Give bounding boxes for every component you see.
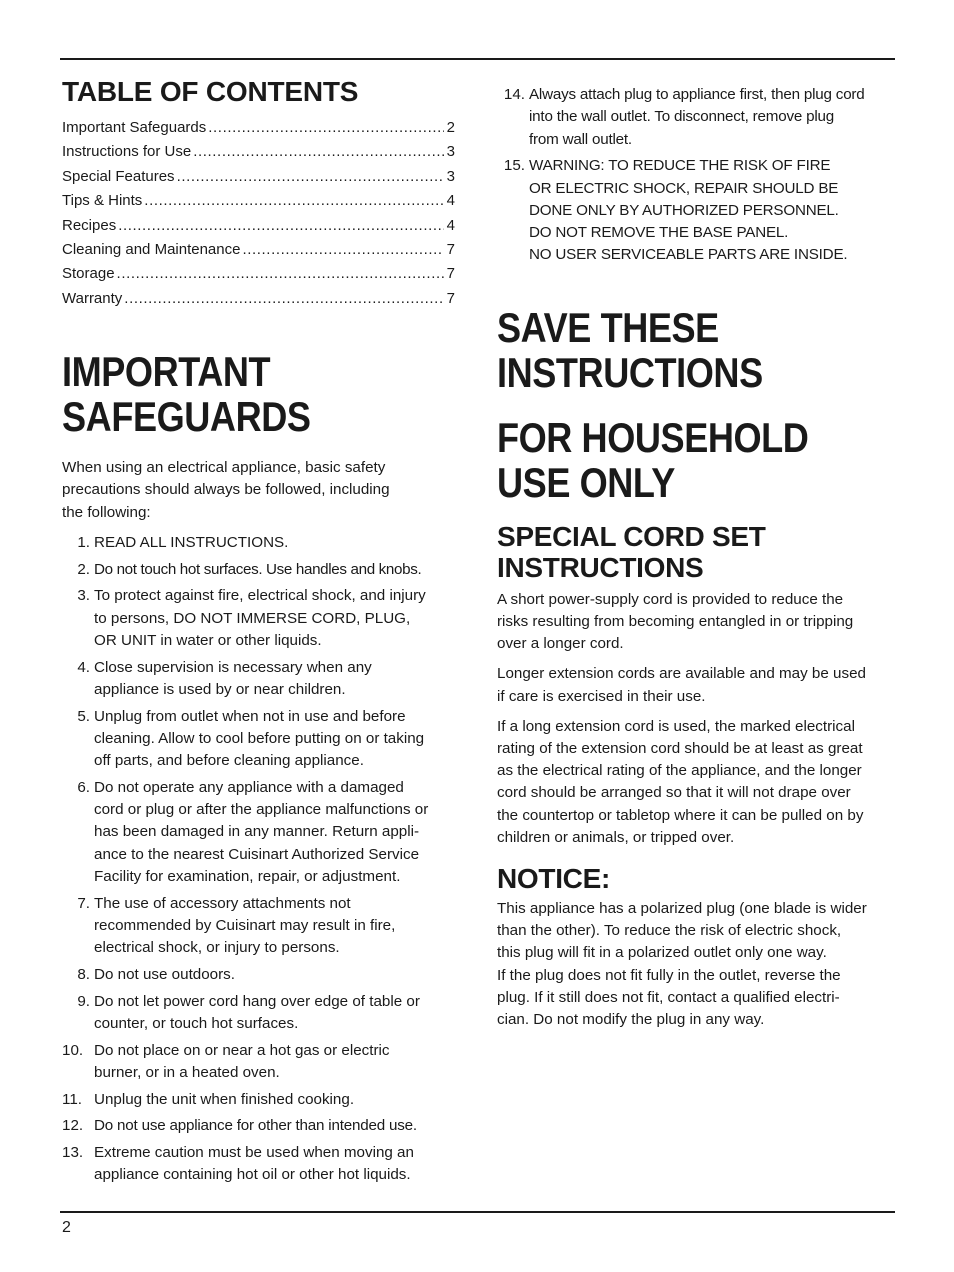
toc-item[interactable] (62, 140, 455, 164)
text-line: risks resulting from becoming entangled in or tripping (497, 612, 854, 630)
toc-leader (177, 165, 444, 189)
text-line: Close supervision is necessary when any (94, 658, 372, 676)
heading-line: SAFEGUARDS (62, 393, 311, 441)
list-item (62, 893, 455, 960)
text-line: READ ALL INSTRUCTIONS. (94, 533, 289, 551)
text-line: cian. Do not modify the plug in any way. (497, 1011, 765, 1029)
text-line: has been damaged in any manner. Return appli- (94, 823, 420, 841)
toc-item-page: 4 (446, 216, 455, 234)
save-instructions-heading (497, 305, 841, 395)
heading-line: IMPORTANT (62, 348, 271, 396)
text-line: appliance is used by or near children. (94, 680, 346, 698)
list-item (62, 991, 455, 1036)
toc-item[interactable] (62, 165, 455, 189)
toc-item-page: 3 (446, 143, 455, 161)
toc-leader (242, 238, 443, 262)
safeguards-intro (62, 457, 455, 524)
list-item (62, 657, 455, 702)
list-item (62, 706, 455, 773)
list-item (62, 559, 455, 581)
text-line: Do not use outdoors. (94, 965, 235, 983)
notice-paragraph (497, 898, 897, 1031)
toc-item-label: Instructions for Use (62, 143, 192, 161)
list-item (62, 1089, 455, 1111)
toc-title: TABLE OF CONTENTS (62, 76, 359, 107)
safeguards-heading (62, 349, 400, 439)
text-line: Do not touch hot surfaces. Use handles and knobs. (94, 560, 422, 578)
toc-item[interactable] (62, 214, 455, 238)
text-line: OR ELECTRIC SHOCK, REPAIR SHOULD BE (529, 179, 839, 197)
toc-item-page: 7 (446, 265, 455, 283)
toc-item-label: Storage (62, 265, 115, 283)
list-item (62, 585, 455, 652)
text-line: off parts, and before cleaning appliance. (94, 752, 364, 770)
top-rule (60, 58, 895, 60)
toc-leader (144, 189, 443, 213)
text-line: Do not use appliance for other than intended use. (94, 1117, 417, 1135)
text-line: than the other). To reduce the risk of electric shock, (497, 922, 842, 940)
heading-line: FOR HOUSEHOLD (497, 413, 809, 461)
toc-item[interactable] (62, 262, 455, 286)
item-number: 1. (77, 533, 90, 551)
list-item (62, 1040, 455, 1085)
heading-line: INSTRUCTIONS (497, 348, 763, 396)
safeguards-list-continued (497, 84, 897, 267)
list-item (497, 84, 897, 151)
toc-list (62, 116, 455, 311)
text-line: from wall outlet. (529, 130, 632, 148)
text-line: as the electrical rating of the appliance, and the longer (497, 762, 862, 780)
item-number: 10. (62, 1041, 84, 1059)
toc-leader (208, 116, 443, 140)
toc-item-label: Important Safeguards (62, 119, 207, 136)
text-line: Do not let power cord hang over edge of table or (94, 992, 420, 1010)
text-line: To protect against fire, electrical shock, and injury (94, 587, 426, 605)
toc-leader (117, 262, 444, 286)
text-line: children or animals, or tripped over. (497, 828, 735, 846)
text-line: OR UNIT in water or other liquids. (94, 631, 322, 649)
text-line: if care is exercised in their use. (497, 687, 706, 705)
text-line: cord should be arranged so that it will not drape over (497, 784, 851, 802)
text-line: into the wall outlet. To disconnect, remove plug (529, 108, 835, 126)
toc-item-label: Tips & Hints (62, 192, 143, 210)
text-line: cord or plug or after the appliance malfunctions or (94, 801, 429, 819)
text-line: rating of the extension cord should be at least as great (497, 739, 863, 757)
text-line: cleaning. Allow to cool before putting on or taking (94, 729, 425, 747)
text-line: This appliance has a polarized plug (one blade is wider (497, 900, 867, 917)
list-item (62, 1142, 455, 1187)
right-column (497, 76, 897, 1039)
heading-line: SPECIAL CORD SET (497, 520, 766, 552)
text-line: counter, or touch hot surfaces. (94, 1014, 299, 1032)
list-item (62, 964, 455, 986)
toc-item-label: Recipes (62, 216, 117, 234)
heading-line: USE ONLY (497, 458, 675, 506)
text-line: appliance containing hot oil or other hot liquids. (94, 1166, 411, 1184)
safeguards-list (62, 532, 455, 1187)
text-line: burner, or in a heated oven. (94, 1063, 280, 1081)
toc-item-page: 7 (446, 241, 455, 259)
text-line: DO NOT REMOVE THE BASE PANEL. (529, 224, 789, 242)
cord-paragraph (497, 663, 897, 707)
toc-item-label: Warranty (62, 289, 123, 307)
item-number: 6. (77, 778, 90, 796)
toc-item-page: 3 (446, 167, 455, 185)
item-number: 2. (77, 560, 90, 578)
toc-leader (118, 214, 443, 238)
item-number: 9. (77, 992, 90, 1010)
toc-item[interactable] (62, 287, 455, 311)
cord-set-heading (497, 521, 897, 583)
text-line: WARNING: TO REDUCE THE RISK OF FIRE (529, 157, 831, 175)
cord-paragraph (497, 589, 897, 656)
text-line: If a long extension cord is used, the marked electrical (497, 717, 855, 735)
heading-line: INSTRUCTIONS (497, 551, 704, 583)
text-line: over a longer cord. (497, 635, 624, 653)
list-item (497, 155, 897, 266)
text-line: Facility for examination, repair, or adjustment. (94, 867, 401, 885)
text-line: A short power-supply cord is provided to reduce the (497, 590, 844, 608)
toc-item-page: 7 (446, 289, 455, 307)
item-number: 11. (62, 1090, 82, 1108)
text-line: When using an electrical appliance, basic safety (62, 459, 386, 477)
left-column (62, 70, 455, 1191)
text-line: precautions should always be followed, including (62, 481, 390, 499)
text-line: The use of accessory attachments not (94, 894, 351, 912)
text-line: recommended by Cuisinart may result in fire, (94, 916, 396, 934)
bottom-rule (60, 1211, 895, 1213)
text-line: Do not operate any appliance with a damaged (94, 778, 404, 796)
text-line: If the plug does not fit fully in the outlet, reverse the (497, 966, 841, 984)
text-line: this plug will fit in a polarized outlet only one way. (497, 944, 827, 962)
text-line: ance to the nearest Cuisinart Authorized Service (94, 845, 420, 863)
item-number: 14. (503, 86, 525, 103)
notice-heading: NOTICE: (497, 863, 611, 894)
toc-leader (124, 287, 443, 311)
item-number: 7. (77, 894, 90, 912)
text-line: Extreme caution must be used when moving an (94, 1143, 414, 1161)
toc-item[interactable] (62, 238, 455, 262)
item-number: 4. (77, 658, 90, 676)
text-line: Unplug the unit when finished cooking. (94, 1090, 355, 1108)
item-number: 15. (503, 157, 525, 175)
text-line: Do not place on or near a hot gas or electric (94, 1041, 390, 1059)
item-number: 5. (77, 707, 90, 725)
text-line: electrical shock, or injury to persons. (94, 939, 340, 957)
toc-item[interactable] (62, 189, 455, 213)
item-number: 12. (62, 1117, 84, 1135)
text-line: Always attach plug to appliance first, then plug cord (529, 86, 865, 103)
toc-item[interactable] (62, 116, 455, 140)
toc-item-label: Special Features (62, 167, 175, 185)
text-line: Longer extension cords are available and may be used (497, 665, 866, 683)
list-item (62, 777, 455, 888)
cord-paragraph (497, 716, 897, 849)
text-line: NO USER SERVICEABLE PARTS ARE INSIDE. (529, 246, 848, 264)
text-line: the following: (62, 503, 151, 521)
heading-line: SAVE THESE (497, 303, 719, 351)
toc-item-page: 4 (446, 192, 455, 210)
item-number: 8. (77, 965, 90, 983)
item-number: 3. (77, 587, 90, 605)
household-use-heading (497, 415, 841, 505)
text-line: plug. If it still does not fit, contact a qualified electri- (497, 988, 840, 1006)
page-number: 2 (62, 1219, 71, 1236)
text-line: Unplug from outlet when not in use and before (94, 707, 406, 725)
toc-item-page: 2 (446, 119, 455, 136)
toc-leader (193, 140, 443, 164)
text-line: DONE ONLY BY AUTHORIZED PERSONNEL. (529, 201, 839, 219)
text-line: the countertop or tabletop where it can be pulled on by (497, 806, 864, 824)
item-number: 13. (62, 1143, 84, 1161)
text-line: to persons, DO NOT IMMERSE CORD, PLUG, (94, 609, 411, 627)
list-item (62, 1115, 455, 1137)
list-item (62, 532, 455, 554)
toc-item-label: Cleaning and Maintenance (62, 241, 241, 259)
